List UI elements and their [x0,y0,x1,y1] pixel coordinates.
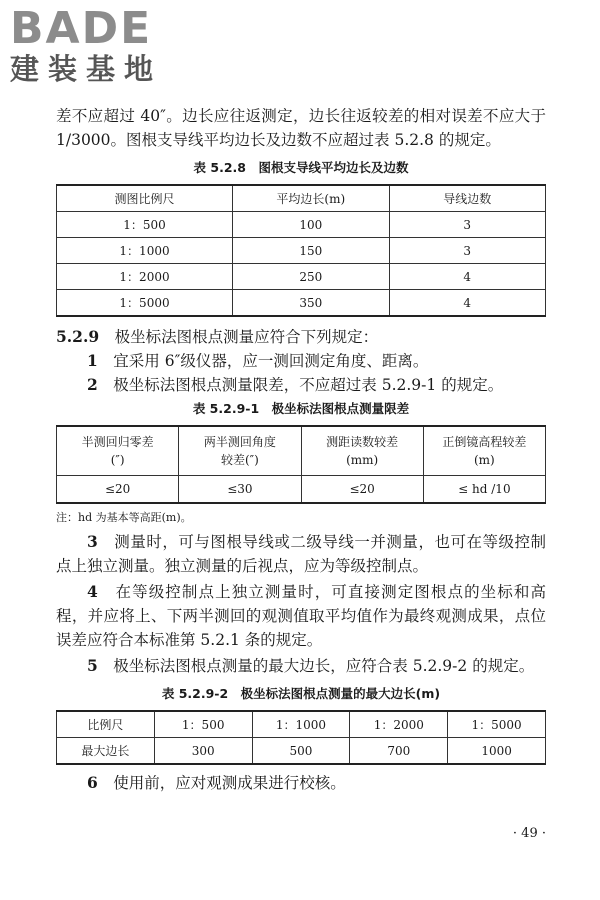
table-cell: 100 [233,212,389,238]
table-5-2-9-2 [56,710,546,765]
table-cell: 500 [252,738,350,765]
table-cell: 4 [389,290,546,317]
table-cell: 1：1000 [57,238,233,264]
table-cell: 700 [350,738,448,765]
table-cell: 1：1000 [252,711,350,738]
item-5 [56,654,546,678]
header-line: 较差(″) [220,453,259,467]
table-row [57,476,546,504]
header-line: 半测回归零差 [81,435,154,449]
header-cell: 平均边长(m) [233,185,389,212]
section-number: 5.2.9 [56,327,100,346]
table-cell: 300 [154,738,252,765]
item-4 [56,580,546,652]
page-number: · 49 · [512,826,546,841]
table-note: 注：hd 为基本等高距(m)。 [56,511,192,524]
item-text: 极坐标法图根点测量的最大边长，应符合表 5.2.9-2 的规定。 [97,657,535,675]
header-cell: 导线边数 [389,185,546,212]
section-text: 极坐标法图根点测量应符合下列规定： [99,328,379,346]
table-cell: 350 [233,290,389,317]
table-header-row [57,185,546,212]
table-5-2-8 [56,184,546,317]
item-number: 4 [87,582,98,601]
item-number: 6 [87,773,98,792]
table-cell: ≤30 [179,476,301,504]
table-cell: 1：500 [57,212,233,238]
header-line: (m) [474,453,495,467]
table-cell: 150 [233,238,389,264]
item-text: 宜采用 6″级仪器，应一测回测定角度、距离。 [97,352,429,370]
table-cell: 1：5000 [57,290,233,317]
table-cell: 250 [233,264,389,290]
header-cell: 测图比例尺 [57,185,233,212]
table-row [57,212,546,238]
bade-logo [10,3,163,86]
header-cell [423,426,545,476]
table-cell: 1：2000 [350,711,448,738]
item-6 [56,771,546,795]
table-5-2-9-1 [56,425,546,504]
item-1 [56,349,546,373]
item-text: 极坐标法图根点测量限差，不应超过表 5.2.9-1 的规定。 [97,376,504,394]
header-line: 两半测回角度 [203,435,276,449]
item-number: 2 [87,375,98,394]
item-text: 测量时，可与图根导线或二级导线一并测量，也可在等级控制点上独立测量。独立测量的后视点，应为等级控制点。 [56,533,546,575]
table-cell: 3 [389,212,546,238]
item-number: 3 [87,532,98,551]
table-row [57,264,546,290]
table-5-2-9-1-caption: 表 5.2.9-1 极坐标法图根点测量限差 [192,401,410,416]
table-row [57,290,546,317]
item-3 [56,530,546,578]
table-cell: 1000 [448,738,546,765]
table-cell: ≤20 [57,476,179,504]
header-line: 正倒镜高程较差 [442,435,527,449]
header-line: (″) [110,453,125,467]
header-line: (mm) [346,453,379,467]
table-cell: 比例尺 [57,711,155,738]
table-cell: 4 [389,264,546,290]
table-cell: 1：500 [154,711,252,738]
page-content [56,104,546,795]
table-5-2-8-caption: 表 5.2.8 图根支导线平均边长及边数 [193,160,409,175]
table-cell: ≤ hd /10 [423,476,545,504]
header-line: 测距读数较差 [326,435,399,449]
logo-text-en: BADE [10,3,153,54]
item-number: 1 [87,351,98,370]
table-cell: ≤20 [301,476,423,504]
header-cell [301,426,423,476]
table-row [57,238,546,264]
table-cell: 最大边长 [57,738,155,765]
header-cell [57,426,179,476]
section-5-2-9 [56,325,546,349]
table-row [57,738,546,765]
table-header-row [57,426,546,476]
intro-paragraph: 差不应超过 40″。边长应往返测定，边长往返较差的相对误差不应大于 1/3000。图根支导线平均边长及边数不应超过表 5.2.8 的规定。 [56,107,546,149]
item-2 [56,373,546,397]
logo-text-cn: 建装基地 [10,52,163,86]
table-cell: 1：5000 [448,711,546,738]
table-5-2-9-2-caption: 表 5.2.9-2 极坐标法图根点测量的最大边长(m) [161,686,441,701]
header-cell [179,426,301,476]
item-text: 使用前，应对观测成果进行校核。 [97,774,346,792]
table-cell: 1：2000 [57,264,233,290]
table-row [57,711,546,738]
item-number: 5 [87,656,98,675]
item-text: 在等级控制点上独立测量时，可直接测定图根点的坐标和高程，并应将上、下两半测回的观测值取平均值作为最终观测成果，点位误差应符合本标准第 5.2.1 条的规定。 [56,583,546,649]
table-cell: 3 [389,238,546,264]
